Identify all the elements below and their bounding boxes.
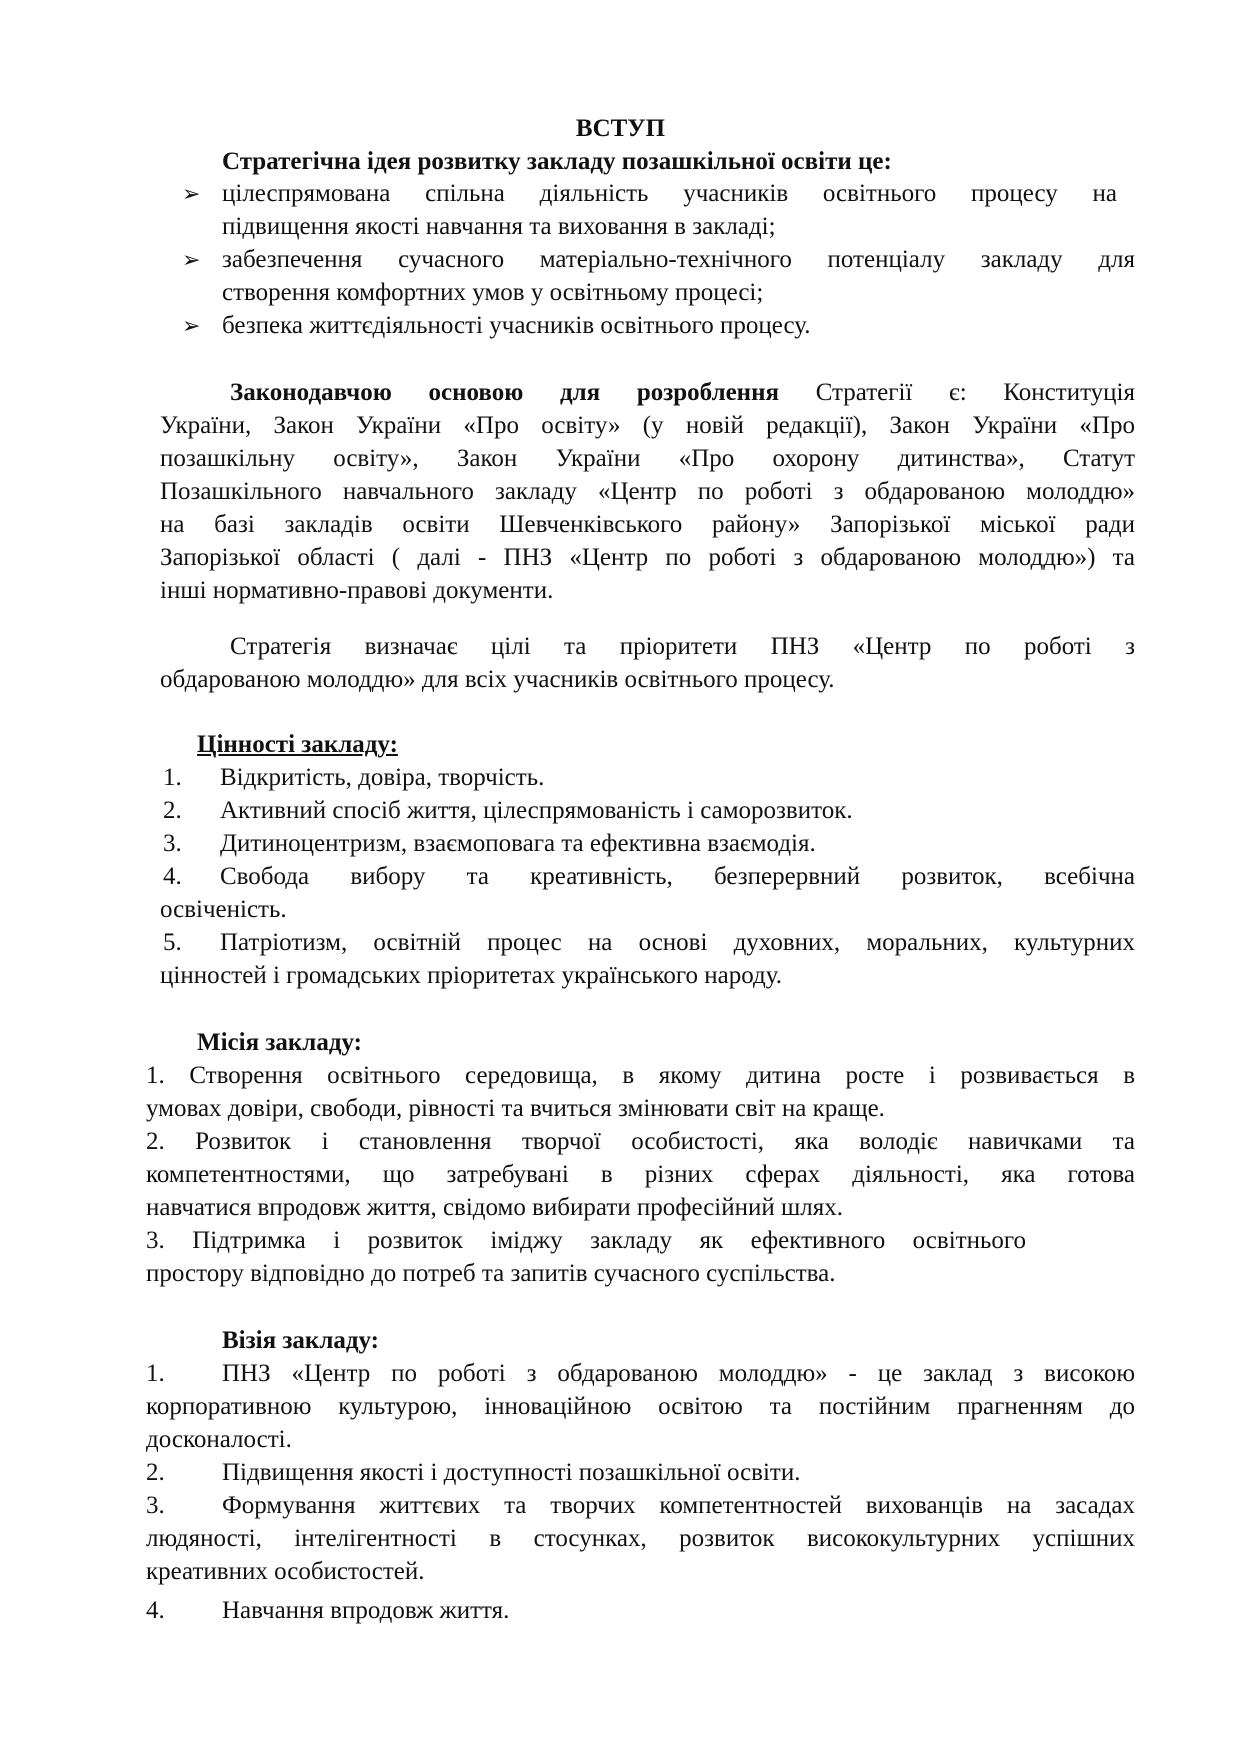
legal-bold-lead: Законодавчою основою для розроблення <box>230 379 780 406</box>
vision-item-1-line-1: ПНЗ «Центр по роботі з обдарованою молоддю» - це заклад з високою <box>222 1360 1135 1387</box>
legal-line-3: позашкільну освіту», Закон України «Про охорону дитинства», Статут <box>160 445 1135 472</box>
vision-number: 3. <box>146 1492 165 1519</box>
strategy-item-1-line-2: підвищення якості навчання та виховання в закладі; <box>222 213 776 240</box>
arrow-bullet-icon: ➢ <box>182 181 201 206</box>
legal-line-7: інші нормативно-правові документи. <box>160 577 554 604</box>
page-title: ВСТУП <box>575 115 666 142</box>
legal-line-4: Позашкільного навчального закладу «Центр по роботі з обдарованою молоддю» <box>160 478 1135 505</box>
strategy-item-1-line-1: цілеспрямована спільна діяльність учасників освітнього процесу на <box>222 180 1117 207</box>
values-number: 1. <box>163 764 182 791</box>
mission-line-2: умовах довіри, свободи, рівності та вчиться змінювати світ на краще. <box>146 1095 885 1122</box>
vision-number: 2. <box>146 1459 165 1486</box>
vision-item-3-line-3: креативних особистостей. <box>146 1558 425 1585</box>
values-number: 4. <box>163 863 182 890</box>
legal-line-2: України, Закон України «Про освіту» (у новій редакції), Закон України «Про <box>160 412 1135 439</box>
vision-item-2: Підвищення якості і доступності позашкільної освіти. <box>222 1459 801 1486</box>
values-item-3: Дитиноцентризм, взаємоповага та ефективна взаємодія. <box>220 830 816 857</box>
strategy-goal-line-2: обдарованою молоддю» для всіх учасників освітнього процесу. <box>160 666 835 693</box>
strategy-item-2-line-1: забезпечення сучасного матеріально-технічного потенціалу закладу для <box>222 246 1135 273</box>
mission-line-1: 1. Створення освітнього середовища, в якому дитина росте і розвивається в <box>146 1062 1135 1089</box>
strategy-item-3: безпека життєдіяльності учасників освітнього процесу. <box>222 312 811 339</box>
vision-heading: Візія закладу: <box>222 1327 380 1354</box>
legal-line-1-rest: Стратегії є: Конституція <box>815 379 1135 406</box>
values-number: 5. <box>163 929 182 956</box>
mission-line-4: компетентностями, що затребувані в різних сферах діяльності, яка готова <box>146 1161 1135 1188</box>
legal-line-5: на базі закладів освіти Шевченківського району» Запорізької міської ради <box>160 511 1135 538</box>
legal-line-1 <box>230 376 1135 409</box>
values-item-4-line-1: Свобода вибору та креативність, безперервний розвиток, всебічна <box>220 863 1135 890</box>
values-item-5-line-2: цінностей і громадських пріоритетах українського народу. <box>160 962 783 989</box>
vision-item-4: Навчання впродовж життя. <box>222 1597 510 1624</box>
values-item-5-line-1: Патріотизм, освітній процес на основі духовних, моральних, культурних <box>220 929 1135 956</box>
strategy-item-2-line-2: створення комфортних умов у освітньому процесі; <box>222 279 764 306</box>
arrow-bullet-icon: ➢ <box>182 247 201 272</box>
vision-number: 1. <box>146 1360 165 1387</box>
arrow-bullet-icon: ➢ <box>182 313 201 338</box>
values-item-4-line-2: освіченість. <box>160 896 287 923</box>
mission-heading: Місія закладу: <box>197 1029 362 1056</box>
mission-line-3: 2. Розвиток і становлення творчої особистості, яка володіє навичками та <box>146 1128 1135 1155</box>
mission-line-5: навчатися впродовж життя, свідомо вибирати професійний шлях. <box>146 1194 843 1221</box>
values-number: 3. <box>163 830 182 857</box>
strategy-goal-line-1: Стратегія визначає цілі та пріоритети ПНЗ «Центр по роботі з <box>230 633 1135 660</box>
values-number: 2. <box>163 797 182 824</box>
values-heading: Цінності закладу: <box>197 731 398 758</box>
values-item-1: Відкритість, довіра, творчість. <box>220 764 545 791</box>
values-item-2: Активний спосіб життя, цілеспрямованість і саморозвиток. <box>220 797 853 824</box>
mission-line-7: простору відповідно до потреб та запитів сучасного суспільства. <box>146 1260 836 1287</box>
vision-item-3-line-2: людяності, інтелігентності в стосунках, розвиток висококультурних успішних <box>146 1525 1135 1552</box>
strategy-heading: Стратегічна ідея розвитку закладу позашкільної освіти це: <box>222 148 892 175</box>
mission-line-6: 3. Підтримка і розвиток іміджу закладу як ефективного освітнього <box>146 1227 1026 1254</box>
vision-number: 4. <box>146 1597 165 1624</box>
vision-item-3-line-1: Формування життєвих та творчих компетентностей вихованців на засадах <box>222 1492 1135 1519</box>
vision-item-1-line-2: корпоративною культурою, інноваційною освітою та постійним прагненням до <box>146 1393 1135 1420</box>
vision-item-1-line-3: досконалості. <box>146 1426 292 1453</box>
legal-line-6: Запорізької області ( далі - ПНЗ «Центр по роботі з обдарованою молоддю») та <box>160 544 1135 571</box>
